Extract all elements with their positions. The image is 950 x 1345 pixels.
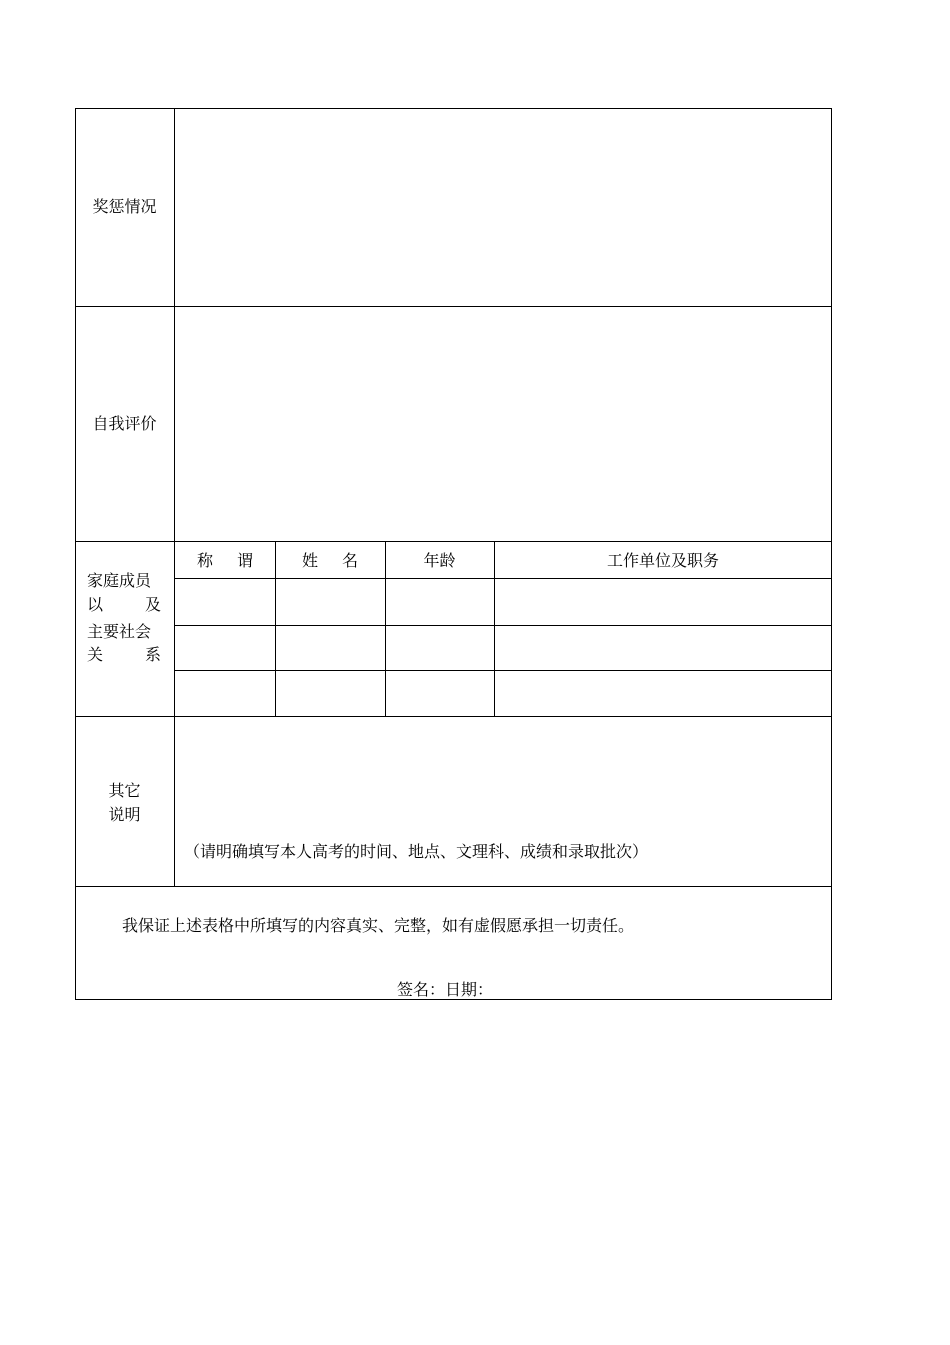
family-label-line: 家庭成员 [87, 571, 152, 590]
family-cell[interactable] [387, 580, 493, 624]
family-cell[interactable] [176, 627, 274, 669]
family-label-line [87, 595, 161, 615]
column-header-age: 年龄 [423, 551, 456, 570]
family-label-line: 主要社会 [87, 622, 152, 641]
column-header-char: 姓 [302, 551, 319, 570]
family-label-char: 关 [87, 645, 104, 664]
column-header-relation [197, 551, 253, 571]
family-label-line [87, 645, 161, 665]
family-cell[interactable] [277, 672, 384, 715]
signature-date-line: 签名：日期： [397, 980, 494, 999]
family-row-divider [175, 670, 832, 671]
family-cell[interactable] [176, 672, 274, 715]
family-label-char: 及 [144, 595, 161, 614]
row-divider [75, 716, 832, 717]
column-header-char: 名 [341, 551, 358, 570]
other-notes-label-line: 其它 [108, 781, 141, 800]
row-divider [75, 886, 832, 887]
declaration-statement: 我保证上述表格中所填写的内容真实、完整，如有虚假愿承担一切责任。 [122, 916, 635, 935]
row-divider [75, 541, 832, 542]
family-label-char: 系 [144, 645, 161, 664]
other-notes-hint: （请明确填写本人高考的时间、地点、文理科、成绩和录取批次） [184, 842, 649, 861]
row-divider [75, 306, 832, 307]
other-notes-label-line: 说明 [108, 805, 141, 824]
family-cell[interactable] [496, 627, 831, 669]
family-row-divider [175, 625, 832, 626]
family-cell[interactable] [496, 672, 831, 715]
family-cell[interactable] [277, 580, 384, 624]
family-column-divider [275, 541, 276, 716]
family-header-divider [175, 578, 832, 579]
column-header-char: 谓 [236, 551, 253, 570]
column-header-employer-position: 工作单位及职务 [606, 551, 719, 570]
column-header-char: 称 [197, 551, 214, 570]
family-cell[interactable] [277, 627, 384, 669]
family-cell[interactable] [496, 580, 831, 624]
family-cell[interactable] [387, 627, 493, 669]
family-label-char: 以 [87, 595, 104, 614]
self-evaluation-label: 自我评价 [92, 414, 157, 433]
column-header-name [302, 551, 358, 571]
family-cell[interactable] [176, 580, 274, 624]
family-cell[interactable] [387, 672, 493, 715]
rewards-punishments-label: 奖惩情况 [92, 197, 157, 216]
label-column-divider [174, 108, 175, 886]
